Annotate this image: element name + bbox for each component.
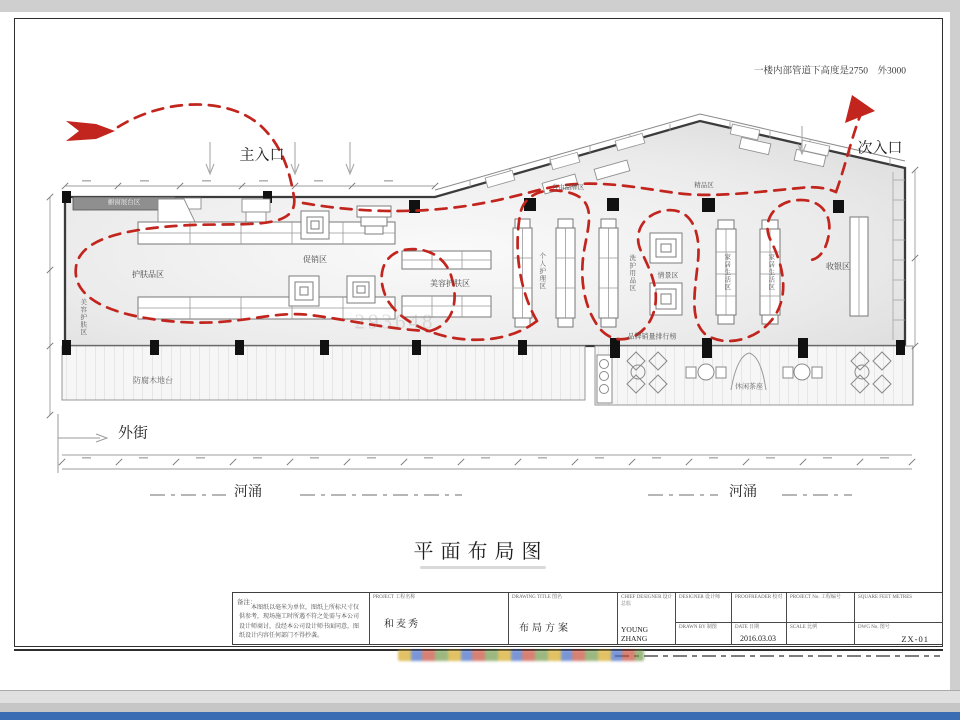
notes-text: 本图纸以毫米为单位，图纸上所标尺寸仅供参考，现场施工时所遇不符之处需与本公司设计师商讨，没经本公司设计师书面同意，图纸设计内容任何部门不得抄袭。 [239,605,360,639]
title-block-chief-cell [617,593,675,644]
title-block [232,592,943,645]
colored-watermark [398,650,644,661]
zone-scene: 情景区 [657,271,679,280]
chief-designer-value: YOUNG ZHANG [621,625,649,643]
zone-brand-ranking: 品牌销量排行榜 [627,332,677,341]
designer-label: DESIGNER 设计师 [679,595,720,600]
dwg-no-value: ZX-01 [901,634,929,644]
zone-home-living-1: 家居生活区 [723,253,731,291]
street-label: 外街 [117,425,149,442]
date-label: DATE 日期 [735,625,760,630]
zone-free-brand: 自由品牌区 [551,183,585,191]
zone-cashier: 收银区 [826,262,850,271]
title-block-drawn-by-cell [675,622,731,645]
project-label: PROJECT 工程名称 [373,595,416,600]
zone-home-living-2: 家居生活区 [767,253,775,291]
title-block-scale-cell [786,622,854,645]
watermark-number: 293648 [354,309,436,334]
title-block-proofreader-cell [731,593,786,622]
secondary-entrance-label: 次入口 [857,140,903,157]
title-block-date-cell [731,622,786,645]
zone-left-wall: 美容护肤区 [79,298,87,336]
zone-beauty: 美容护肤区 [430,279,470,288]
title-block-project-cell [369,593,508,644]
sqm-label: SQUARE FEET METRES [858,595,913,600]
river-label-left: 河涌 [234,485,262,500]
drawn-by-label: DRAWN BY 制图 [679,625,717,630]
project-no-label: PROJECT No. 工程编号 [790,595,841,600]
zone-tea-seats: 休闲茶座 [735,382,763,391]
drawing-main-title: 平面布局图 [413,541,549,563]
drawing-title-label: DRAWING TITLE 图名 [512,595,563,600]
river-label-right: 河涌 [729,485,757,500]
drawing-title-value: 布局方案 [519,623,571,634]
title-block-drawing-title-cell [508,593,617,644]
title-block-dwg-no-cell [854,622,943,645]
pipe-height-note: 一楼内部管道下高度是2750 外3000 [753,66,907,77]
title-underline [420,566,546,569]
chief-designer-label: CHIEF DESIGNER 设计总监 [621,595,673,607]
date-value: 2016.03.03 [740,634,776,643]
zone-wash-care: 洗护用品区 [628,254,636,292]
title-block-designer-cell [675,593,731,622]
main-entrance-label: 主入口 [239,147,285,164]
scale-label: SCALE 比例 [790,625,818,630]
dwg-no-label: DWG No. 图号 [858,625,890,630]
zone-skincare: 护肤品区 [132,270,164,279]
zone-promotion: 促销区 [303,255,327,264]
zone-wood-deck: 防腐木地台 [133,376,173,385]
project-name: 和麦秀 [384,619,420,630]
zone-personal-care: 个人护理区 [538,252,546,290]
proofreader-label: PROOFREADER 校对 [735,595,783,600]
title-block-project-no-cell [786,593,854,622]
notes-label: 备注： [237,599,257,606]
title-block-sqm-cell [854,593,943,622]
title-block-notes-cell [233,593,369,644]
zone-boutique: 精品区 [694,181,714,189]
zone-window-display: 橱窗展台区 [107,198,141,206]
